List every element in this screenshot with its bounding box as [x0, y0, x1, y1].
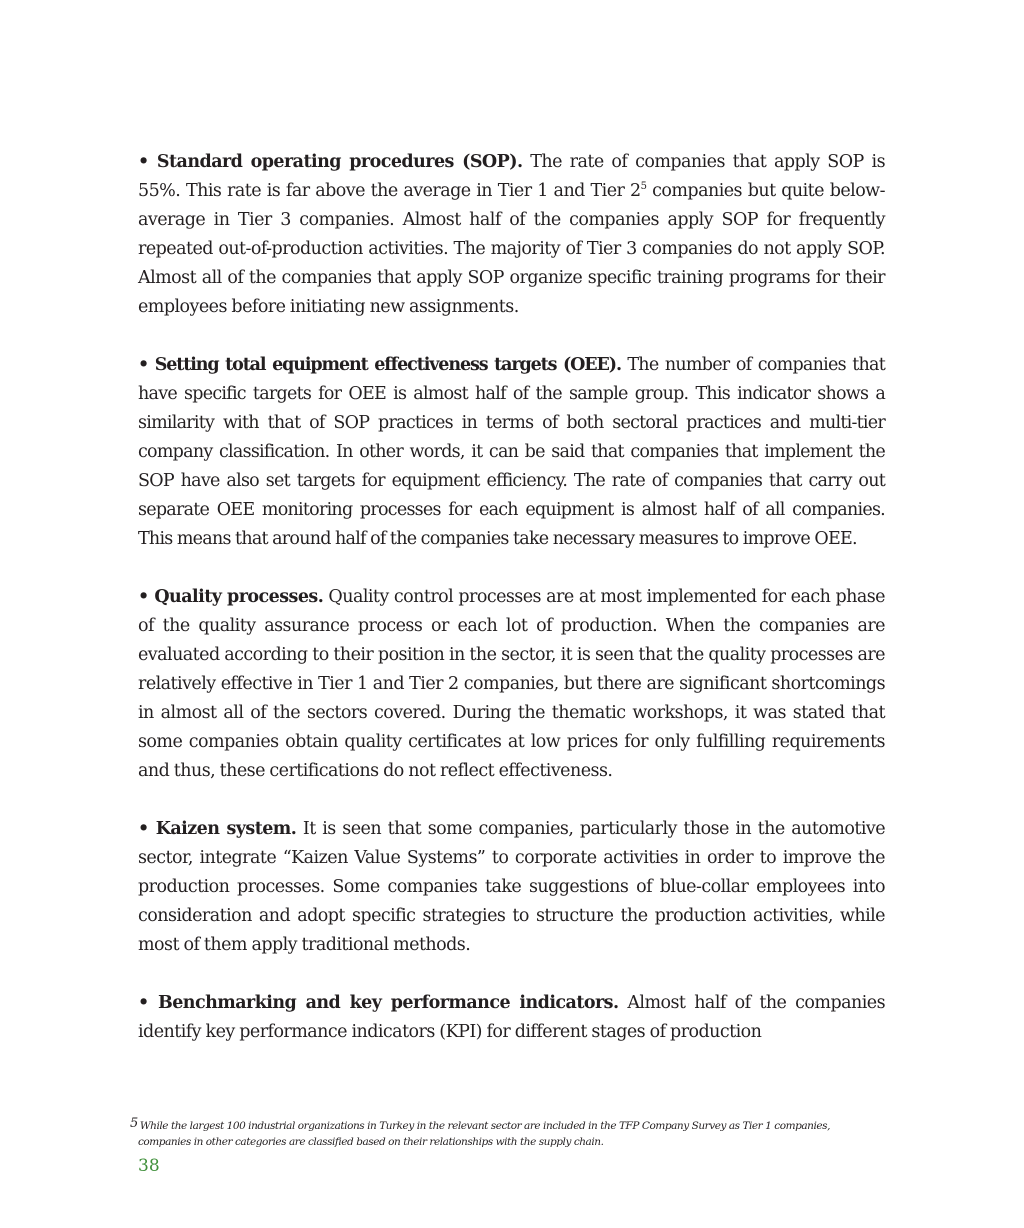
footnote-line-2: companies in other categories are classified based on their relationships with the supply chain.	[138, 1136, 604, 1148]
paragraph-quality-text: Quality control processes are at most implemented for each phase of the quality assurance process or each lot of production. When the companies are evaluated according to their position in the sector, it is seen that the quality processes are relatively effective in Tier 1 and Tier 2 companies, but there are significant shortcomings in almost all of the sectors covered. During the thematic workshops, it was stated that some companies obtain quality certificates at low prices for only fulfilling requirements and thus, these certifications do not reflect effectiveness.	[138, 587, 885, 781]
paragraph-quality	[138, 583, 885, 786]
paragraph-sop	[138, 148, 885, 322]
heading-quality: • Quality processes.	[138, 587, 324, 607]
heading-kaizen: • Kaizen system.	[138, 819, 297, 839]
paragraph-kaizen-text: It is seen that some companies, particularly those in the automotive sector, integrate “Kaizen Value Systems” to corporate activities in order to improve the production processes. Some companies take suggestions of blue-collar employees into consideration and adopt specific strategies to structure the production activities, while most of them apply traditional methods.	[138, 819, 886, 955]
paragraph-sop-text-2: companies but quite below-average in Tier 3 companies. Almost half of the companies apply SOP for frequently repeated out-of-production activities. The majority of Tier 3 companies do not apply SOP. Almost all of the companies that apply SOP organize specific training programs for their employees before initiating new assignments.	[138, 181, 885, 317]
paragraph-oee	[138, 351, 885, 554]
heading-benchmarking: • Benchmarking and key performance indicators.	[138, 993, 619, 1013]
footnote-number: 5	[130, 1116, 138, 1131]
paragraph-oee-text: The number of companies that have specific targets for OEE is almost half of the sample group. This indicator shows a similarity with that of SOP practices in terms of both sectoral practices and multi-tier company classification. In other words, it can be said that companies that implement the SOP have also set targets for equipment efficiency. The rate of companies that carry out separate OEE monitoring processes for each equipment is almost half of all companies. This means that around half of the companies take necessary measures to improve OEE.	[138, 355, 886, 549]
paragraph-kaizen	[138, 815, 885, 960]
footnote	[130, 1116, 890, 1150]
page-number: 38	[138, 1156, 160, 1176]
footnote-line-1: While the largest 100 industrial organizations in Turkey in the relevant sector are included in the TFP Company Survey as Tier 1 companies,	[139, 1120, 830, 1132]
paragraph-sop-text-1: The rate of companies that apply SOP is 55%. This rate is far above the average in Tier 1 and Tier 2	[138, 152, 885, 201]
paragraph-benchmarking-text: Almost half of the companies identify key performance indicators (KPI) for different stages of production	[138, 993, 885, 1042]
main-text	[138, 148, 885, 1076]
footnote-reference: 5	[640, 181, 647, 193]
heading-oee: • Setting total equipment effectiveness targets (OEE).	[138, 355, 621, 375]
heading-sop: • Standard operating procedures (SOP).	[138, 152, 523, 172]
paragraph-benchmarking	[138, 989, 885, 1047]
